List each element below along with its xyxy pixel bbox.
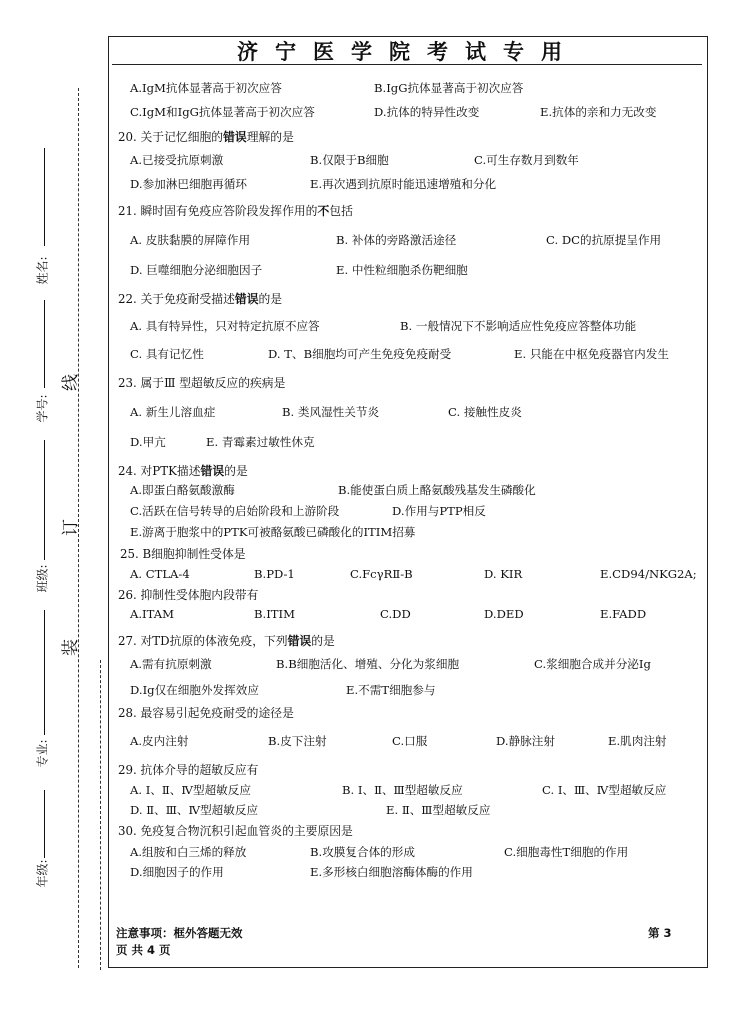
q20-stem-pre: 20. 关于记忆细胞的 [118,130,224,144]
q22-option-b: B. 一般情况下不影响适应性免疫应答整体功能 [400,319,637,333]
year-label: 年级: [35,859,50,888]
q30-option-b: B.攻膜复合体的形成 [310,845,415,859]
q26-option-e: E.FADD [600,607,647,621]
q23-stem: 23. 属于Ⅲ 型超敏反应的疾病是 [118,376,286,390]
q20-option-c: C.可生存数月到数年 [474,153,579,167]
q24-option-b: B.能使蛋白质上酪氨酸残基发生磷酸化 [338,483,536,497]
q21-option-e: E. 中性粒细胞杀伤靶细胞 [336,263,468,277]
q22-stem-post: 的是 [258,292,283,306]
footer-page-number: 第 3 [648,926,672,940]
q27-stem-pre: 27. 对TD抗原的体液免疫，下列 [118,634,288,648]
q20-option-e: E.再次遇到抗原时能迅速增殖和分化 [310,177,497,191]
q26-stem: 26. 抑制性受体胞内段带有 [118,588,259,602]
q24-option-a: A.即蛋白酪氨酸激酶 [130,483,235,497]
q27-stem-key: 错误 [287,634,312,648]
q23-option-b: B. 类风湿性关节炎 [282,405,380,419]
q24-stem [118,462,248,479]
q21-stem-post: 包括 [329,204,353,218]
q25-option-b: B.PD-1 [254,567,295,581]
q23-option-c: C. 接触性皮炎 [448,405,522,419]
title-rule [112,64,702,65]
q26-option-d: D.DED [484,607,524,621]
q30-stem: 30. 免疫复合物沉积引起血管炎的主要原因是 [118,824,353,838]
q19-option-e: E.抗体的亲和力无改变 [540,105,657,119]
q20-stem-key: 错误 [223,130,247,144]
q25-option-e: E.CD94/NKG2A; [600,567,697,581]
q29-stem: 29. 抗体介导的超敏反应有 [118,763,259,777]
class-label: 班级: [35,564,50,593]
q21-stem [118,202,353,219]
q20-stem-post: 理解的是 [246,130,294,144]
binding-dashed-line-inner [100,660,101,970]
footer-note: 注意事项：框外答题无效 [116,926,243,940]
q30-option-a: A.组胺和白三烯的释放 [130,845,247,859]
q22-option-a: A. 具有特异性，只对特定抗原不应答 [130,319,320,333]
q22-option-e: E. 只能在中枢免疫器官内发生 [514,347,669,361]
page-title: 济宁医学院考试专用 [237,40,579,64]
q21-option-b: B. 补体的旁路激活途径 [336,233,457,247]
cut-mark-zhuang: 装 [61,639,81,656]
q27-stem [118,632,335,649]
q29-option-e: E. Ⅱ、Ⅲ型超敏反应 [386,803,491,817]
q19-option-c: C.IgM和IgG抗体显著高于初次应答 [130,105,315,119]
q27-option-e: E.不需T细胞参与 [346,683,436,697]
q24-stem-key: 错误 [200,464,225,478]
major-blank [44,610,45,735]
q21-option-a: A. 皮肤黏膜的屏障作用 [130,233,251,247]
q25-option-a: A. CTLA-4 [130,567,190,581]
q28-option-c: C.口服 [392,734,428,748]
q22-stem-key: 错误 [234,292,259,306]
q23-option-e: E. 青霉素过敏性休克 [206,435,315,449]
q25-option-c: C.FcγRⅡ-B [350,567,413,581]
name-label: 姓名: [35,256,50,285]
q20-option-d: D.参加淋巴细胞再循环 [130,177,247,191]
q22-stem [118,290,282,307]
q29-option-c: C. Ⅰ、Ⅲ、Ⅳ型超敏反应 [542,783,667,797]
q27-option-c: C.浆细胞合成并分泌Ig [534,657,651,671]
student-id-label: 学号: [35,394,50,423]
q23-option-a: A. 新生儿溶血症 [130,405,216,419]
q25-stem: 25. B细胞抑制性受体是 [120,547,246,561]
q19-option-a: A.IgM抗体显著高于初次应答 [130,81,282,95]
q30-option-d: D.细胞因子的作用 [130,865,224,879]
q21-stem-pre: 21. 瞬时固有免疫应答阶段发挥作用的 [118,204,318,218]
q24-option-c: C.活跃在信号转导的启始阶段和上游阶段 [130,504,340,518]
q26-option-b: B.ITIM [254,607,295,621]
q22-option-d: D. T、B细胞均可产生免疫免疫耐受 [268,347,452,361]
q19-option-d: D.抗体的特异性改变 [374,105,480,119]
q21-option-d: D. 巨噬细胞分泌细胞因子 [130,263,263,277]
q29-option-b: B. Ⅰ、Ⅱ、Ⅲ型超敏反应 [342,783,463,797]
student-id-blank [44,300,45,388]
q28-option-d: D.静脉注射 [496,734,555,748]
class-blank [44,440,45,560]
q26-option-c: C.DD [380,607,411,621]
q19-option-b: B.IgG抗体显著高于初次应答 [374,81,524,95]
q20-option-a: A.已接受抗原刺激 [130,153,224,167]
q30-option-c: C.细胞毒性T细胞的作用 [504,845,629,859]
q28-stem: 28. 最容易引起免疫耐受的途径是 [118,706,294,720]
q24-option-d: D.作用与PTP相反 [392,504,486,518]
q25-option-d: D. KIR [484,567,523,581]
cut-mark-xian: 线 [61,374,81,391]
q27-stem-post: 的是 [311,634,335,648]
q20-stem [118,128,294,145]
q28-option-b: B.皮下注射 [268,734,327,748]
q22-stem-pre: 22. 关于免疫耐受描述 [118,292,235,306]
q27-option-a: A.需有抗原刺激 [130,657,212,671]
q21-option-c: C. DC的抗原提呈作用 [546,233,662,247]
major-label: 专业: [35,739,50,768]
footer-page-total: 页 共 4 页 [116,943,171,957]
q28-option-a: A.皮内注射 [130,734,189,748]
q26-option-a: A.ITAM [130,607,174,621]
q24-option-e: E.游离于胞浆中的PTK可被酪氨酸已磷酸化的ITIM招募 [130,525,416,539]
cut-mark-ding: 订 [61,519,81,536]
q28-option-e: E.肌肉注射 [608,734,667,748]
q30-option-e: E.多形核白细胞溶酶体酶的作用 [310,865,473,879]
q21-stem-key: 不 [317,204,330,218]
q27-option-b: B.B细胞活化、增殖、分化为浆细胞 [276,657,460,671]
q29-option-a: A. Ⅰ、Ⅱ、Ⅳ型超敏反应 [130,783,251,797]
q24-stem-post: 的是 [224,464,248,478]
q27-option-d: D.Ig仅在细胞外发挥效应 [130,683,259,697]
q29-option-d: D. Ⅱ、Ⅲ、Ⅳ型超敏反应 [130,803,259,817]
year-blank [44,790,45,858]
name-blank [44,148,45,246]
q20-option-b: B.仅限于B细胞 [310,153,389,167]
q22-option-c: C. 具有记忆性 [130,347,204,361]
q24-stem-pre: 24. 对PTK描述 [118,464,201,478]
q23-option-d: D.甲亢 [130,435,166,449]
